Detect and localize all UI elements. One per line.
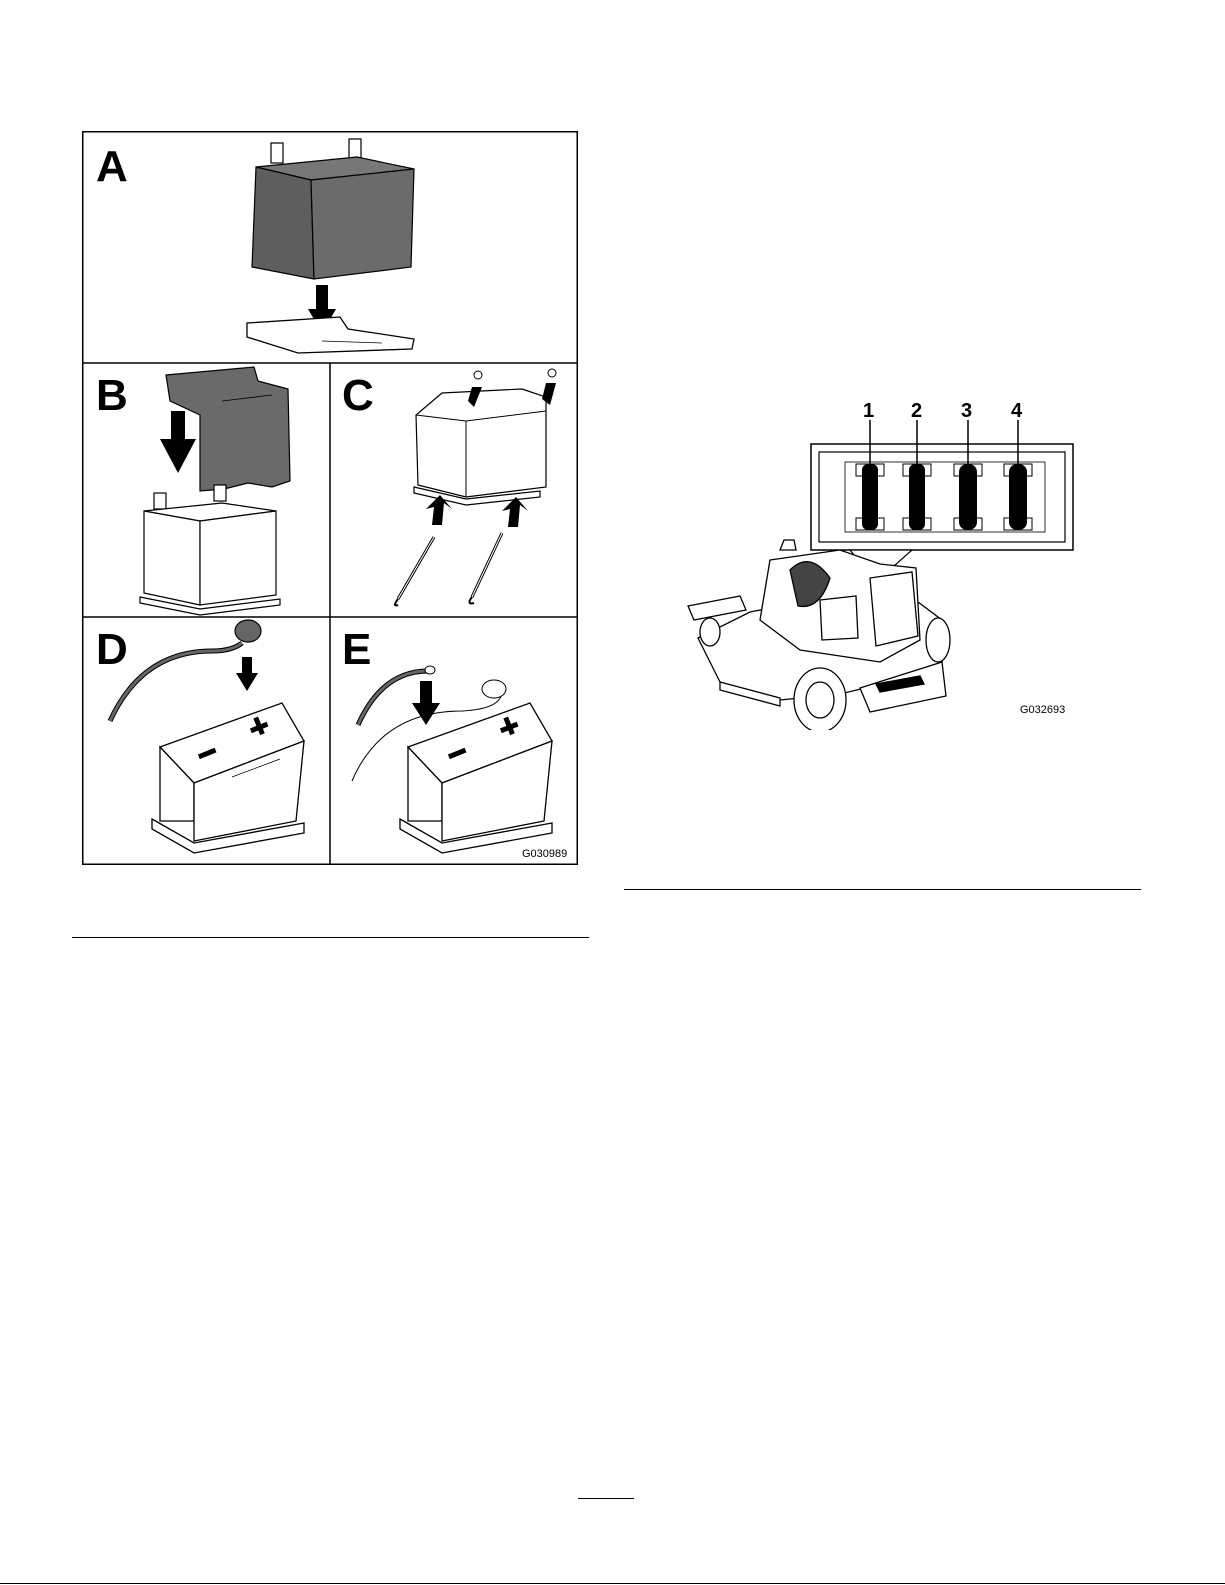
callout-1: 1: [863, 400, 875, 422]
figure-code: G030989: [522, 848, 568, 860]
panel-e-illustration: [352, 666, 552, 853]
battery-figure: [82, 131, 578, 865]
panel-label-a: A: [96, 142, 128, 191]
fuse-figure: [680, 400, 1080, 730]
panel-label-e: E: [342, 625, 372, 674]
panel-c-illustration: [395, 369, 556, 605]
callout-3: 3: [961, 400, 973, 422]
page-number-rule: [578, 1498, 634, 1499]
panel-a-illustration: [247, 139, 414, 353]
panel-label-c: C: [342, 371, 374, 420]
figure-code: G032693: [1020, 704, 1066, 716]
rule-left: [72, 937, 589, 938]
page-bottom-rule: [0, 1583, 1225, 1584]
panel-label-b: B: [96, 371, 128, 420]
callout-4: 4: [1011, 400, 1023, 422]
mower-illustration: [688, 540, 950, 730]
panel-label-d: D: [96, 625, 128, 674]
panel-d-illustration: [110, 620, 304, 853]
rule-right: [624, 889, 1141, 890]
callout-2: 2: [911, 400, 923, 422]
panel-b-illustration: [140, 367, 290, 615]
